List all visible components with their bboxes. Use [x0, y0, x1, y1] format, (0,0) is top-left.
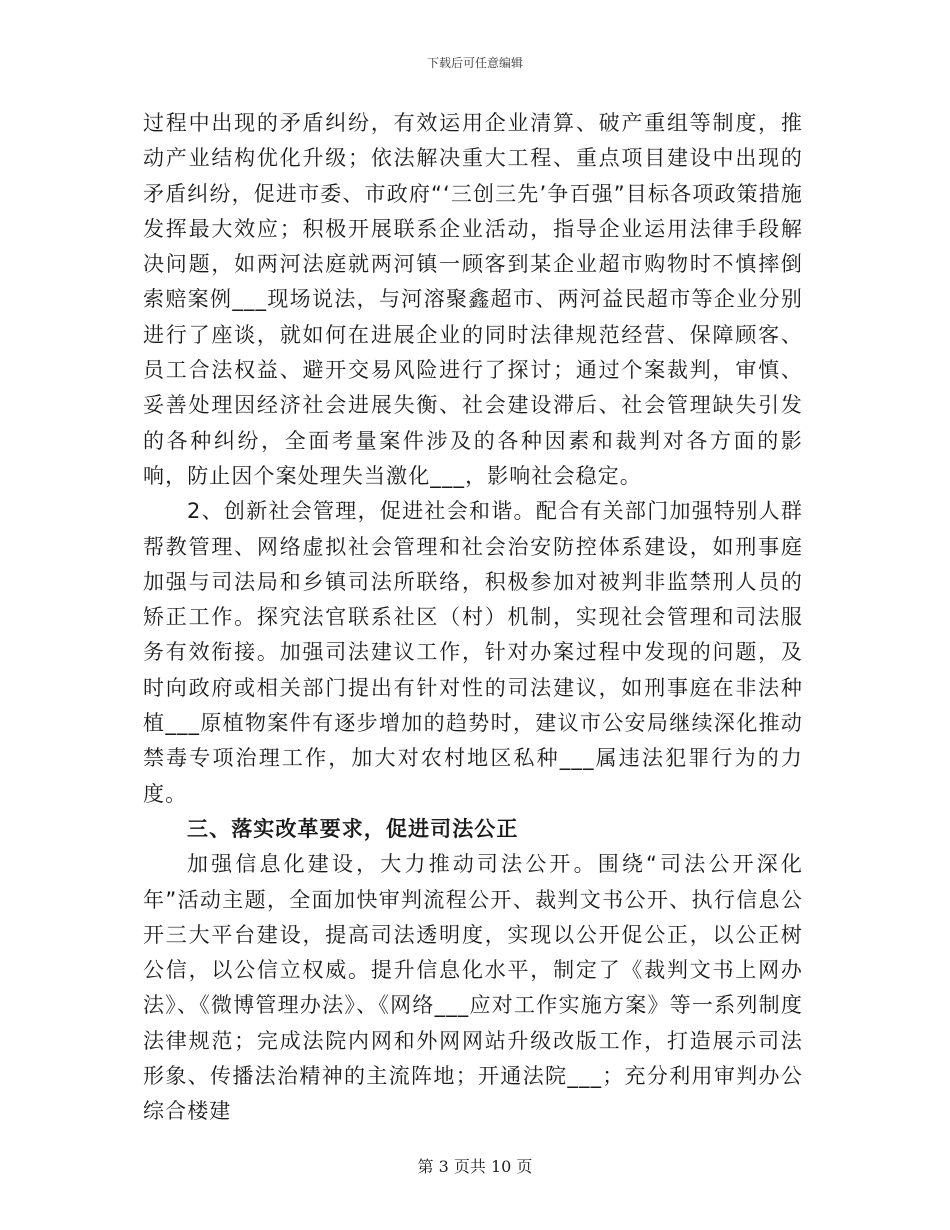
body-paragraph-3: 加强信息化建设，大力推动司法公开。围绕“司法公开深化年”活动主题，全面加快审判流程公开、裁判文书公开、执行信息公开三大平台建设，提高司法透明度，实现以公开促公正，以公正树公信，以公信立权威。提升信息化水平，制定了《裁判文书上网办法》、《微博管理办法》、《网络___应对工作实施方案》等一系列制度法律规范；完成法院内网和外网网站升级改版工作，打造展示司法形象、传播法治精神的主流阵地；开通法院___；充分利用审判办公综合楼建	[143, 852, 803, 1124]
section-heading: 三、落实改革要求，促进司法公正	[187, 816, 519, 841]
body-paragraph-2: 2、创新社会管理，促进社会和谐。配合有关部门加强特别人群帮教管理、网络虚拟社会管理和社会治安防控体系建设，如刑事庭加强与司法局和乡镇司法所联络，积极参加对被判非监禁刑人员的矫正工作。探究法官联系社区（村）机制，实现社会管理和司法服务有效衔接。加强司法建议工作，针对办案过程中发现的问题，及时向政府或相关部门提出有针对性的司法建议，如刑事庭在非法种植___原植物案件有逐步增加的趋势时，建议市公安局继续深化推动禁毒专项治理工作，加大对农村地区私种___属违法犯罪行为的力度。	[143, 499, 803, 806]
document-body	[143, 106, 803, 1130]
body-paragraph-1: 过程中出现的矛盾纠纷，有效运用企业清算、破产重组等制度，推动产业结构优化升级；依法解决重大工程、重点项目建设中出现的矛盾纠纷，促进市委、市政府“‘三创三先’争百强”目标各项政策措施发挥最大效应；积极开展联系企业活动，指导企业运用法律手段解决问题，如两河法庭就两河镇一顾客到某企业超市购物时不慎摔倒索赔案例___现场说法，与河溶聚鑫超市、两河益民超市等企业分别进行了座谈，就如何在进展企业的同时法律规范经营、保障顾客、员工合法权益、避开交易风险进行了探讨；通过个案裁判，审慎、妥善处理因经济社会进展失衡、社会建设滞后、社会管理缺失引发的各种纠纷，全面考量案件涉及的各种因素和裁判对各方面的影响，防止因个案处理失当激化___，影响社会稳定。	[143, 111, 803, 488]
page-header-note: 下载后可任意编辑	[426, 56, 523, 70]
page-number: 第 3 页共 10 页	[417, 1157, 533, 1176]
